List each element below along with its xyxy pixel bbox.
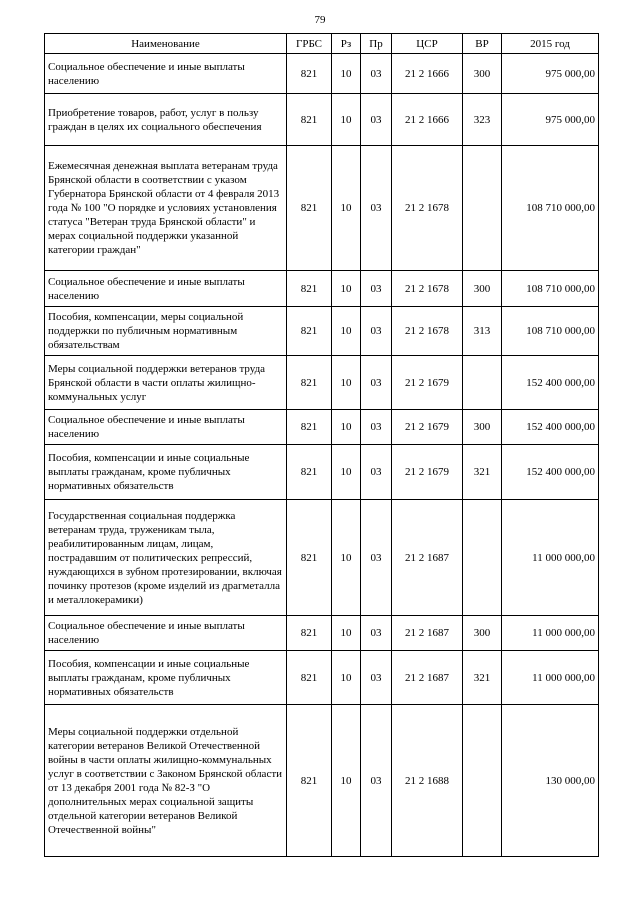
cell-vr bbox=[463, 356, 502, 410]
cell-csr: 21 2 1687 bbox=[392, 500, 463, 616]
cell-grbs: 821 bbox=[287, 445, 332, 500]
cell-name: Социальное обеспечение и иные выплаты населению bbox=[45, 271, 287, 307]
header-year: 2015 год bbox=[502, 34, 599, 54]
cell-vr: 313 bbox=[463, 307, 502, 356]
header-row bbox=[45, 34, 599, 54]
cell-amount: 108 710 000,00 bbox=[502, 307, 599, 356]
header-csr: ЦСР bbox=[392, 34, 463, 54]
cell-rz: 10 bbox=[332, 54, 361, 94]
header-name: Наименование bbox=[45, 34, 287, 54]
cell-csr: 21 2 1666 bbox=[392, 94, 463, 146]
cell-pr: 03 bbox=[361, 54, 392, 94]
cell-name: Социальное обеспечение и иные выплаты населению bbox=[45, 616, 287, 651]
cell-grbs: 821 bbox=[287, 271, 332, 307]
table-row bbox=[45, 651, 599, 705]
cell-amount: 108 710 000,00 bbox=[502, 146, 599, 271]
cell-pr: 03 bbox=[361, 94, 392, 146]
table-row bbox=[45, 94, 599, 146]
cell-vr: 300 bbox=[463, 54, 502, 94]
cell-amount: 130 000,00 bbox=[502, 705, 599, 857]
cell-csr: 21 2 1687 bbox=[392, 651, 463, 705]
cell-pr: 03 bbox=[361, 307, 392, 356]
cell-name: Пособия, компенсации и иные социальные выплаты гражданам, кроме публичных нормативных обязательств bbox=[45, 651, 287, 705]
cell-grbs: 821 bbox=[287, 500, 332, 616]
table-row bbox=[45, 271, 599, 307]
cell-amount: 975 000,00 bbox=[502, 94, 599, 146]
cell-name: Социальное обеспечение и иные выплаты населению bbox=[45, 410, 287, 445]
cell-rz: 10 bbox=[332, 616, 361, 651]
cell-amount: 975 000,00 bbox=[502, 54, 599, 94]
cell-name: Ежемесячная денежная выплата ветеранам труда Брянской области в соответствии с указом Губернатора Брянской области от 4 февраля 2013 года № 100 "О порядке и условиях установления статуса "Ветеран труда Брянской области" и мерах социальной поддержки указанной категории граждан" bbox=[45, 146, 287, 271]
budget-table bbox=[44, 33, 599, 857]
cell-grbs: 821 bbox=[287, 94, 332, 146]
cell-grbs: 821 bbox=[287, 616, 332, 651]
cell-vr bbox=[463, 705, 502, 857]
table-row bbox=[45, 616, 599, 651]
header-grbs: ГРБС bbox=[287, 34, 332, 54]
cell-amount: 11 000 000,00 bbox=[502, 616, 599, 651]
cell-vr: 321 bbox=[463, 651, 502, 705]
cell-vr: 321 bbox=[463, 445, 502, 500]
cell-rz: 10 bbox=[332, 410, 361, 445]
header-pr: Пр bbox=[361, 34, 392, 54]
cell-pr: 03 bbox=[361, 410, 392, 445]
cell-vr: 300 bbox=[463, 616, 502, 651]
cell-pr: 03 bbox=[361, 146, 392, 271]
cell-rz: 10 bbox=[332, 146, 361, 271]
cell-pr: 03 bbox=[361, 500, 392, 616]
cell-rz: 10 bbox=[332, 651, 361, 705]
cell-name: Меры социальной поддержки ветеранов труда Брянской области в части оплаты жилищно-коммунальных услуг bbox=[45, 356, 287, 410]
cell-csr: 21 2 1687 bbox=[392, 616, 463, 651]
cell-rz: 10 bbox=[332, 705, 361, 857]
table-body bbox=[45, 54, 599, 857]
cell-grbs: 821 bbox=[287, 54, 332, 94]
cell-csr: 21 2 1666 bbox=[392, 54, 463, 94]
cell-amount: 11 000 000,00 bbox=[502, 651, 599, 705]
cell-pr: 03 bbox=[361, 356, 392, 410]
table-row bbox=[45, 705, 599, 857]
cell-grbs: 821 bbox=[287, 356, 332, 410]
cell-amount: 108 710 000,00 bbox=[502, 271, 599, 307]
cell-name: Приобретение товаров, работ, услуг в пользу граждан в целях их социального обеспечения bbox=[45, 94, 287, 146]
header-vr: ВР bbox=[463, 34, 502, 54]
cell-csr: 21 2 1688 bbox=[392, 705, 463, 857]
cell-name: Социальное обеспечение и иные выплаты населению bbox=[45, 54, 287, 94]
page-number: 79 bbox=[314, 14, 326, 26]
cell-pr: 03 bbox=[361, 616, 392, 651]
cell-grbs: 821 bbox=[287, 705, 332, 857]
cell-pr: 03 bbox=[361, 445, 392, 500]
cell-csr: 21 2 1679 bbox=[392, 356, 463, 410]
table-row bbox=[45, 410, 599, 445]
cell-pr: 03 bbox=[361, 705, 392, 857]
cell-name: Меры социальной поддержки отдельной категории ветеранов Великой Отечественной войны в части оплаты жилищно-коммунальных услуг в соответствии с Законом Брянской области от 13 декабря 2001 года № 82-З "О дополнительных мерах социальной защиты отдельной категории ветеранов Великой Отечественной войны" bbox=[45, 705, 287, 857]
table-row bbox=[45, 146, 599, 271]
cell-csr: 21 2 1678 bbox=[392, 307, 463, 356]
cell-grbs: 821 bbox=[287, 410, 332, 445]
cell-pr: 03 bbox=[361, 271, 392, 307]
table-header bbox=[45, 34, 599, 54]
cell-vr: 300 bbox=[463, 271, 502, 307]
table-row bbox=[45, 356, 599, 410]
cell-rz: 10 bbox=[332, 500, 361, 616]
cell-csr: 21 2 1679 bbox=[392, 410, 463, 445]
cell-rz: 10 bbox=[332, 356, 361, 410]
cell-name: Пособия, компенсации, меры социальной поддержки по публичным нормативным обязательствам bbox=[45, 307, 287, 356]
table-row bbox=[45, 445, 599, 500]
cell-vr: 323 bbox=[463, 94, 502, 146]
cell-grbs: 821 bbox=[287, 307, 332, 356]
cell-csr: 21 2 1678 bbox=[392, 146, 463, 271]
cell-grbs: 821 bbox=[287, 651, 332, 705]
cell-amount: 11 000 000,00 bbox=[502, 500, 599, 616]
table-row bbox=[45, 307, 599, 356]
cell-rz: 10 bbox=[332, 94, 361, 146]
table-row bbox=[45, 54, 599, 94]
cell-vr bbox=[463, 146, 502, 271]
cell-amount: 152 400 000,00 bbox=[502, 356, 599, 410]
cell-vr: 300 bbox=[463, 410, 502, 445]
cell-vr bbox=[463, 500, 502, 616]
cell-amount: 152 400 000,00 bbox=[502, 410, 599, 445]
table-row bbox=[45, 500, 599, 616]
cell-pr: 03 bbox=[361, 651, 392, 705]
cell-rz: 10 bbox=[332, 445, 361, 500]
cell-name: Государственная социальная поддержка ветеранам труда, труженикам тыла, реабилитированным лицам, лицам, пострадавшим от политических репрессий, нуждающихся в зубном протезировании, включая починку протезов (кроме изделий из драгметалла и металлокерамики) bbox=[45, 500, 287, 616]
cell-name: Пособия, компенсации и иные социальные выплаты гражданам, кроме публичных нормативных обязательств bbox=[45, 445, 287, 500]
cell-amount: 152 400 000,00 bbox=[502, 445, 599, 500]
cell-rz: 10 bbox=[332, 271, 361, 307]
cell-csr: 21 2 1678 bbox=[392, 271, 463, 307]
cell-csr: 21 2 1679 bbox=[392, 445, 463, 500]
cell-rz: 10 bbox=[332, 307, 361, 356]
cell-grbs: 821 bbox=[287, 146, 332, 271]
header-rz: Рз bbox=[332, 34, 361, 54]
